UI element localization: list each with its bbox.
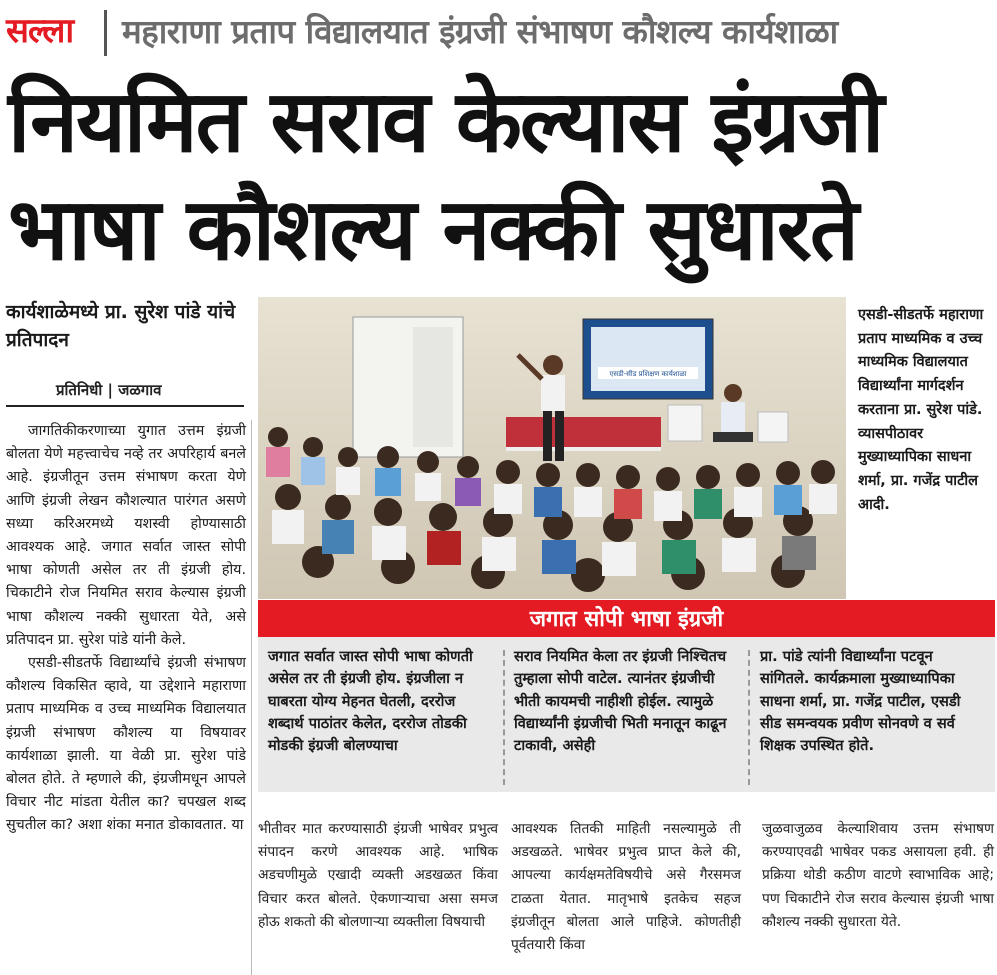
classroom-photo-illustration bbox=[258, 297, 846, 599]
paragraph: जागतिकीकरणाच्या युगात उत्तम इंग्रजी बोलता येणे महत्त्वाचेच नव्हे तर अपरिहार्य बनले आहे. इंग्रजीतून उत्तम संभाषण करता येणे आणि इंग्रजी लेखन कौशल्यात पारंगत असणे सध्या करिअरमध्ये यशस्वी होण्यासाठी आवश्यक आहे. जगात सर्वात जास्त सोपी भाषा कोणती असेल तर ती इंग्रजी होय. चिकाटीने रोज नियमित सराव केल्यास इंग्रजी भाषा कौशल्य नक्की सुधारता येते, असे प्रतिपादन प्रा. सुरेश पांडे यांनी केले. bbox=[6, 423, 246, 648]
box-title: जगात सोपी भाषा इंग्रजी bbox=[529, 607, 724, 632]
article-body-column-3: आवश्यक तितकी माहिती नसल्यामुळे ती अडखळते. भाषेवर प्रभुत्व प्राप्त केले की, आपल्या कार्यक्षमतेविषयीचे असे गैरसमज टाळता येतात. मातृभाषे इतकेच सहज इंग्रजीतून बोलता आले पाहिजे. कोणतीही पूर्वतयारी किंवा bbox=[511, 821, 741, 954]
main-headline bbox=[8, 68, 993, 284]
byline: प्रतिनिधी | जळगाव bbox=[56, 381, 162, 399]
paragraph: एसडी-सीडतर्फे विद्यार्थ्यांचे इंग्रजी संभाषण कौशल्य विकसित व्हावे, या उद्देशाने महाराणा प्रताप माध्यमिक व उच्च माध्यमिक विद्यालयात इंग्रजी संभाषण कौशल्य या विषयावर कार्यशाळा झाली. या वेळी प्रा. सुरेश पांडे बोलत होते. ते म्हणाले की, इंग्रजीमधून आपले विचार नीट मांडता येतील का? चपखल शब्द सुचतील का? अशा शंका मनात डोकावतात. या bbox=[6, 655, 246, 834]
box-column-divider bbox=[503, 650, 505, 785]
sub-headline: कार्यशाळेमध्ये प्रा. सुरेश पांडे यांचे प्रतिपादन bbox=[6, 301, 236, 351]
headline-line-1: नियमित सराव केल्यास इंग्रजी bbox=[8, 72, 883, 172]
section-tag: सल्ला bbox=[6, 11, 74, 51]
box-column-1: जगात सर्वात जास्त सोपी भाषा कोणती असेल तर ती इंग्रजी होय. इंग्रजीला न घाबरता योग्य मेहनत घेतली, दररोज शब्दार्थ पाठांतर केलेत, दररोज तोडकी मोडकी इंग्रजी बोलण्याचा bbox=[268, 648, 473, 755]
photo-caption: एसडी-सीडतर्फे महाराणा प्रताप माध्यमिक व उच्च माध्यमिक विद्यालयात विद्यार्थ्यांना मार्गदर्शन करताना प्रा. सुरेश पांडे. व्यासपीठावर मुख्याध्यापिका साधना शर्मा, प्रा. गजेंद्र पाटील आदी. bbox=[858, 307, 984, 513]
box-column-3: प्रा. पांडे त्यांनी विद्यार्थ्यांना पटवून सांगितले. कार्यक्रमाला मुख्याध्यापिका साधना शर्मा, प्रा. गजेंद्र पाटील, एसडी सीड समन्वयक प्रवीण सोनवणे व सर्व शिक्षक उपस्थित होते. bbox=[760, 648, 961, 755]
byline-rule bbox=[6, 405, 244, 407]
article-body-column-2: भीतीवर मात करण्यासाठी इंग्रजी भाषेवर प्रभुत्व संपादन करणे आवश्यक आहे. भाषिक अडचणीमुळे एखादी व्यक्ती अडखळत किंवा विचार करत बोलते. ऐकणाऱ्याचा असा समज होऊ शकतो की बोलणाऱ्या व्यक्तीला विषयाची bbox=[258, 821, 498, 930]
strap-title: महाराणा प्रताप विद्यालयात इंग्रजी संभाषण कौशल्य कार्यशाळा bbox=[122, 12, 838, 51]
column-rule bbox=[251, 420, 252, 975]
photo-banner-text: एसडी-सीड प्रशिक्षण कार्यशाळा bbox=[609, 370, 687, 378]
news-photo bbox=[258, 297, 846, 599]
article-body-left bbox=[6, 420, 246, 838]
box-column-2: सराव नियमित केला तर इंग्रजी निश्चितच तुम्हाला सोपी वाटेल. त्यानंतर इंग्रजीची भीती कायमची नाहीशी होईल. त्यामुळे विद्यार्थ्यांनी इंग्रजीची भिती मनातून काढून टाकावी, असेही bbox=[514, 648, 727, 755]
strap-divider bbox=[104, 10, 107, 56]
box-column-divider bbox=[748, 650, 750, 785]
article-body-column-4: जुळवाजुळव केल्याशिवाय उत्तम संभाषण करण्याएवढी भाषेवर पकड असायला हवी. ही प्रक्रिया थोडी कठीण वाटणे स्वाभाविक आहे; पण चिकाटीने रोज सराव केल्यास इंग्रजी भाषा कौशल्य नक्की सुधारता येते. bbox=[762, 821, 994, 930]
headline-line-2: भाषा कौशल्य नक्की सुधारते bbox=[8, 180, 857, 280]
